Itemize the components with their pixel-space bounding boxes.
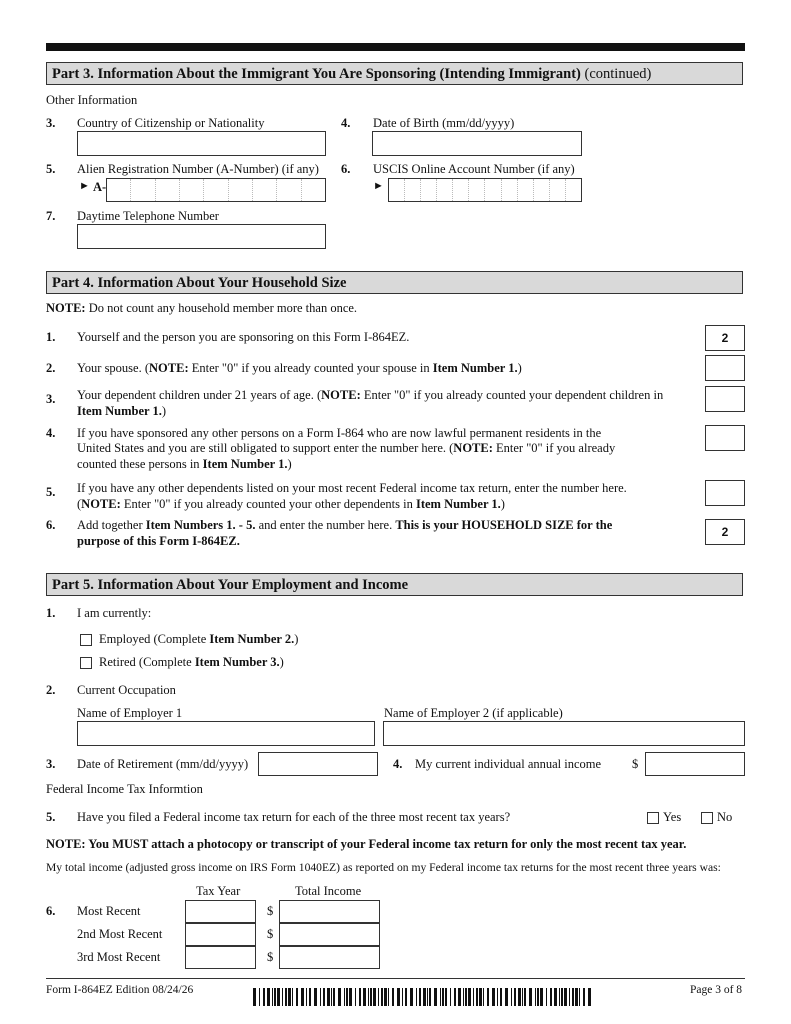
employed-label [99,632,298,647]
part3-header-continued: (continued) [580,66,652,82]
item-number: 2. [46,361,56,375]
tax-year-column-header: Tax Year [196,884,241,898]
text-bold: Item Numbers 1. - 5. [145,518,256,532]
barcode-image [253,988,593,1006]
arrow-right-icon: ► [79,180,90,192]
household-item-1-field[interactable]: 2 [705,325,745,351]
text-part: ) [517,361,522,375]
note-label: NOTE: [46,301,86,315]
household-item-6-text [77,518,612,533]
household-item-2-field[interactable] [705,355,745,381]
text-part: counted these persons in [77,457,203,471]
most-recent-label: Most Recent [77,904,141,918]
tax-return-no-checkbox[interactable] [701,812,713,824]
household-item-3-text-line2 [77,404,166,419]
text-part: ) [279,655,284,669]
dollar-sign: $ [267,950,274,964]
total-income-column-header: Total Income [295,884,362,898]
part5-header [46,573,743,596]
a-number-label: Alien Registration Number (A-Number) (if any) [77,162,319,176]
item-number: 5. [46,810,56,824]
text-part: United States and you are still obligated to support enter the number here. ( [77,441,454,455]
daytime-telephone-label: Daytime Telephone Number [77,209,219,223]
part5-header-title: Part 5. Information About Your Employment and Income [52,577,409,593]
text-part: ) [294,632,299,646]
item-number: 1. [46,606,56,620]
text-part: ) [500,497,505,511]
household-item-4-field[interactable] [705,425,745,451]
second-recent-income-field[interactable] [279,923,380,946]
dollar-sign: $ [632,757,639,771]
part3-header [46,62,743,85]
retired-checkbox[interactable] [80,657,92,669]
uscis-account-field[interactable] [388,178,582,202]
item-number: 3. [46,757,56,771]
employer-2-field[interactable] [383,721,745,746]
text-bold: NOTE: [321,388,361,402]
note-text: Do not count any household member more than once. [85,301,358,315]
third-recent-income-field[interactable] [279,946,380,969]
tax-return-yes-checkbox[interactable] [647,812,659,824]
text-part: Employed (Complete [99,632,210,646]
part3-header-title: Part 3. Information About the Immigrant You Are Sponsoring (Intending Immigrant) [52,66,581,82]
text-bold: This is your HOUSEHOLD SIZE for the [395,518,613,532]
country-of-citizenship-field[interactable] [77,131,326,156]
other-information-label: Other Information [46,93,138,107]
a-number-prefix: A- [93,180,107,194]
item-number: 4. [393,757,403,771]
tax-return-note: NOTE: You MUST attach a photocopy or transcript of your Federal income tax return for only the most recent tax year. [46,837,687,851]
tax-return-question: Have you filed a Federal income tax return for each of the three most recent tax years? [77,810,511,824]
current-occupation-label: Current Occupation [77,683,176,697]
item-number: 2. [46,683,56,697]
text-bold: purpose of this Form I-864EZ. [77,534,240,548]
text-part: Enter "0" if you already counted your other dependents in [120,497,416,511]
page-number: Page 3 of 8 [690,984,743,996]
date-of-birth-field[interactable] [372,131,582,156]
item-number: 5. [46,162,56,176]
text-bold: Item Number 1. [77,404,162,418]
no-label: No [717,810,733,824]
arrow-right-icon: ► [373,180,384,192]
a-number-field[interactable] [106,178,326,202]
second-most-recent-label: 2nd Most Recent [77,927,163,941]
footer-rule [46,978,745,979]
household-item-2-text [77,361,522,376]
retired-label [99,655,284,670]
top-rule [46,43,745,51]
employer-1-label: Name of Employer 1 [77,706,183,720]
item-number: 3. [46,392,56,406]
item-number: 6. [46,518,56,532]
text-part: Enter "0" if you already counted your spouse in [188,361,433,375]
dollar-sign: $ [267,927,274,941]
annual-income-field[interactable] [645,752,745,776]
text-part: ) [287,457,292,471]
text-bold: Item Number 3. [194,655,280,669]
third-most-recent-label: 3rd Most Recent [77,950,161,964]
text-bold: NOTE: [149,361,189,375]
daytime-telephone-field[interactable] [77,224,326,249]
second-recent-tax-year-field[interactable] [185,923,256,946]
household-item-5-field[interactable] [705,480,745,506]
text-bold: NOTE: [81,497,121,511]
text-part: and enter the number here. [255,518,396,532]
part4-header-title: Part 4. Information About Your Household Size [52,275,347,291]
item-number: 3. [46,116,56,130]
text-part: Your spouse. ( [77,361,150,375]
country-of-citizenship-label: Country of Citizenship or Nationality [77,116,265,130]
text-part: Enter "0" if you already [492,441,616,455]
text-bold: Item Number 2. [209,632,295,646]
employer-1-field[interactable] [77,721,375,746]
third-recent-tax-year-field[interactable] [185,946,256,969]
item-number: 4. [341,116,351,130]
text-bold: Item Number 1. [432,361,518,375]
text-bold: Item Number 1. [415,497,501,511]
household-item-1-text: Yourself and the person you are sponsoring on this Form I-864EZ. [77,330,410,344]
date-of-retirement-field[interactable] [258,752,378,776]
most-recent-income-field[interactable] [279,900,380,923]
household-item-5-text: If you have any other dependents listed on your most recent Federal income tax return, enter the number here. [77,481,627,495]
date-of-retirement-label: Date of Retirement (mm/dd/yyyy) [77,757,249,771]
text-part: Retired (Complete [99,655,195,669]
part4-header [46,271,743,294]
item-number: 5. [46,485,56,499]
household-item-4-text: If you have sponsored any other persons on a Form I-864 who are now lawful permanent residents in the [77,426,602,440]
text-part: Your dependent children under 21 years of age. ( [77,388,322,402]
dollar-sign: $ [267,904,274,918]
employed-checkbox[interactable] [80,634,92,646]
item-number: 4. [46,426,56,440]
item-number: 1. [46,330,56,344]
form-edition: Form I-864EZ Edition 08/24/26 [46,984,194,996]
uscis-account-label: USCIS Online Account Number (if any) [373,162,575,176]
employer-2-label: Name of Employer 2 (if applicable) [384,706,563,720]
item-number: 6. [46,904,56,918]
yes-label: Yes [663,810,682,824]
household-item-4-text-line3 [77,457,292,472]
total-income-text: My total income (adjusted gross income on IRS Form 1040EZ) as reported on my Federal income tax returns for the most recent three years was: [46,861,721,874]
text-bold: NOTE: [453,441,493,455]
household-item-6-text-line2 [77,534,240,549]
most-recent-tax-year-field[interactable] [185,900,256,923]
item-number: 6. [341,162,351,176]
text-part: Enter "0" if you already counted your dependent children in [360,388,664,402]
household-item-4-text-line2 [77,441,615,456]
text-part: ) [161,404,166,418]
date-of-birth-label: Date of Birth (mm/dd/yyyy) [373,116,515,130]
tax-information-label: Federal Income Tax Informtion [46,782,203,796]
household-size-field[interactable]: 2 [705,519,745,545]
annual-income-label: My current individual annual income [415,757,602,771]
household-item-3-field[interactable] [705,386,745,412]
household-item-3-text [77,388,663,403]
currently-label: I am currently: [77,606,152,620]
text-part: Add together [77,518,146,532]
item-number: 7. [46,209,56,223]
text-bold: Item Number 1. [202,457,288,471]
text-part: ( [77,497,82,511]
household-item-5-text-line2 [77,497,505,512]
part4-note [46,301,357,316]
